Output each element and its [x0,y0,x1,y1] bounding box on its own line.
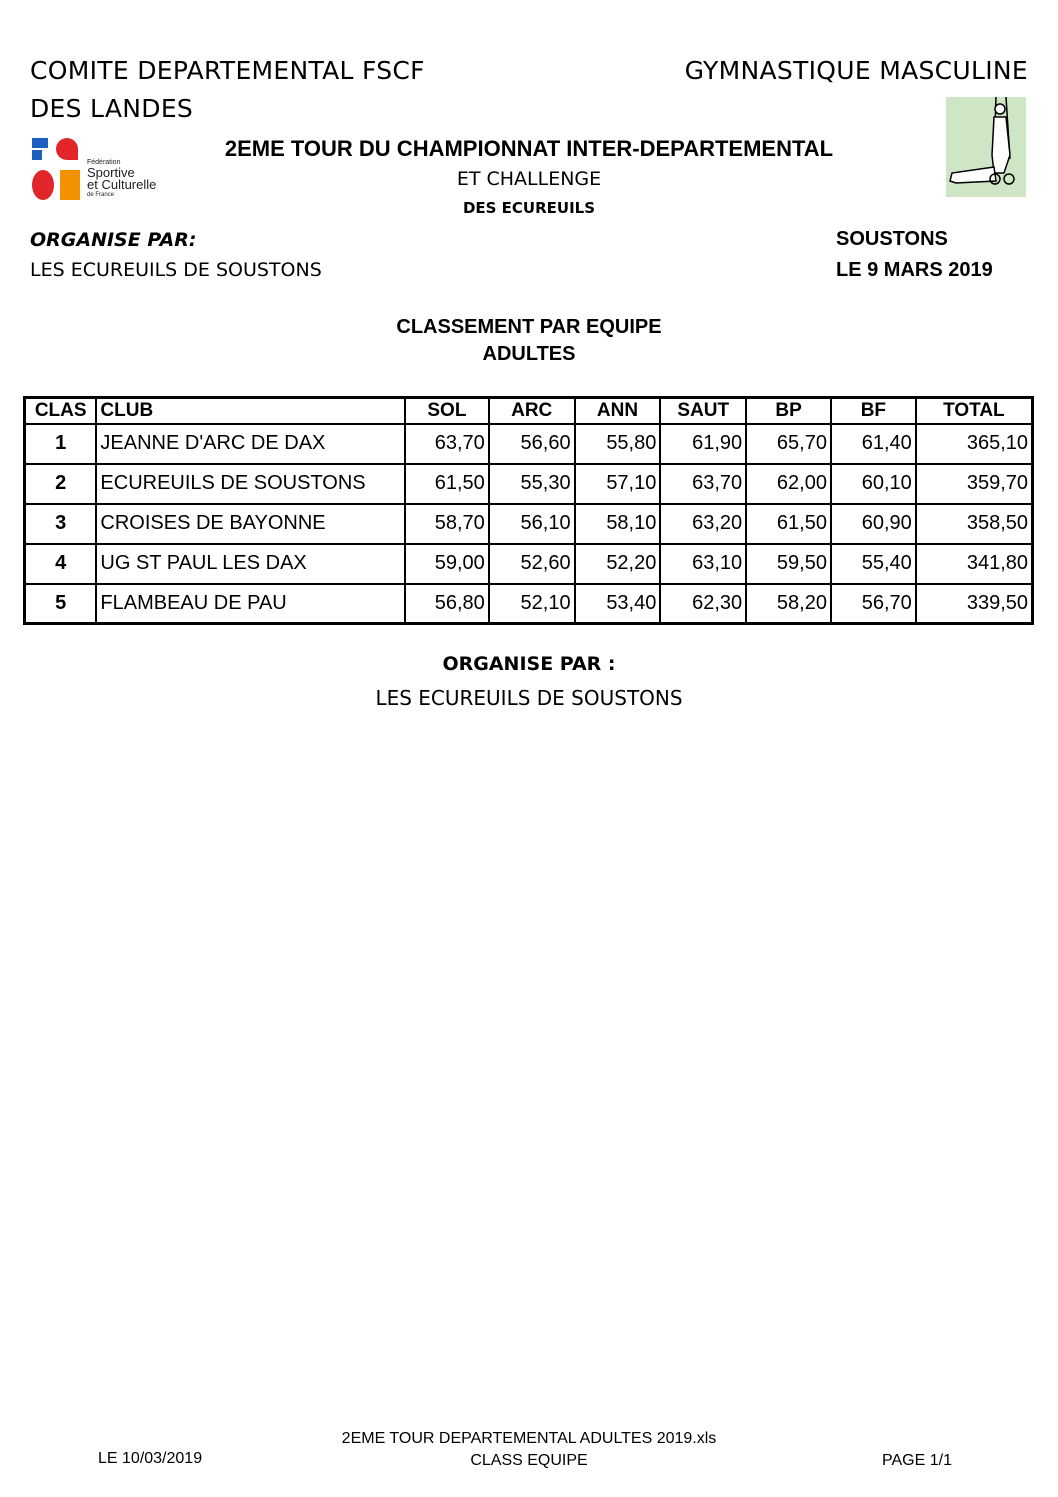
bf-cell: 55,40 [831,544,916,584]
col-header-rank: CLAS [25,398,97,424]
bf-cell: 56,70 [831,584,916,624]
bp-cell: 59,50 [746,544,831,584]
sol-cell: 56,80 [405,584,489,624]
col-header-bp: BP [746,398,831,424]
sol-cell: 63,70 [405,424,489,464]
sol-cell: 58,70 [405,504,489,544]
arc-cell: 52,60 [489,544,575,584]
sol-cell: 59,00 [405,544,489,584]
club-cell: CROISES DE BAYONNE [96,504,405,544]
footer-print-date: LE 10/03/2019 [98,1450,203,1467]
saut-cell: 63,20 [660,504,746,544]
bf-cell: 61,40 [831,424,916,464]
table-row [25,544,1033,584]
bottom-organiser-name: LES ECUREUILS DE SOUSTONS [375,686,683,710]
rank-cell: 2 [25,464,97,504]
table-row [25,464,1033,504]
event-location: SOUSTONS [836,228,948,250]
bp-cell: 62,00 [746,464,831,504]
challenge-subtitle: ET CHALLENGE [456,168,602,190]
bf-cell: 60,90 [831,504,916,544]
table-row [25,504,1033,544]
saut-cell: 62,30 [660,584,746,624]
col-header-arc: ARC [489,398,575,424]
rank-cell: 5 [25,584,97,624]
saut-cell: 61,90 [660,424,746,464]
saut-cell: 63,70 [660,464,746,504]
event-date: LE 9 MARS 2019 [836,259,993,281]
discipline-title: GYMNASTIQUE MASCULINE [684,56,1028,85]
bottom-organiser-label: ORGANISE PAR : [442,653,616,675]
col-header-total: TOTAL [916,398,1033,424]
total-cell: 341,80 [916,544,1033,584]
logo-text-federation: Fédération [87,159,121,166]
col-header-ann: ANN [575,398,661,424]
rank-cell: 3 [25,504,97,544]
club-cell: UG ST PAUL LES DAX [96,544,405,584]
organiser-name: LES ECUREUILS DE SOUSTONS [30,259,322,281]
challenge-name: DES ECUREUILS [462,199,596,217]
committee-subtitle: DES LANDES [30,94,194,123]
total-cell: 358,50 [916,504,1033,544]
rank-cell: 1 [25,424,97,464]
ann-cell: 52,20 [575,544,661,584]
logo-text-sportive: Sportive [87,165,135,180]
arc-cell: 56,60 [489,424,575,464]
table-row [25,424,1033,464]
championship-title: 2EME TOUR DU CHAMPIONNAT INTER-DEPARTEMENTAL [224,136,834,161]
club-cell: JEANNE D'ARC DE DAX [96,424,405,464]
total-cell: 365,10 [916,424,1033,464]
ann-cell: 57,10 [575,464,661,504]
col-header-bf: BF [831,398,916,424]
ann-cell: 55,80 [575,424,661,464]
footer-filename: 2EME TOUR DEPARTEMENTAL ADULTES 2019.xls [341,1430,717,1447]
bf-cell: 60,10 [831,464,916,504]
rank-cell: 4 [25,544,97,584]
section-category: ADULTES [482,343,576,365]
saut-cell: 63,10 [660,544,746,584]
organiser-label: ORGANISE PAR: [30,229,197,251]
logo-text-culturelle: et Culturelle [87,177,157,192]
col-header-sol: SOL [405,398,489,424]
sol-cell: 61,50 [405,464,489,504]
bp-cell: 58,20 [746,584,831,624]
logo-text-france: de France [87,192,115,198]
ann-cell: 58,10 [575,504,661,544]
ann-cell: 53,40 [575,584,661,624]
total-cell: 339,50 [916,584,1033,624]
footer-sheet: CLASS EQUIPE [470,1452,588,1469]
col-header-saut: SAUT [660,398,746,424]
footer-page-number: PAGE 1/1 [882,1452,952,1469]
club-cell: FLAMBEAU DE PAU [96,584,405,624]
total-cell: 359,70 [916,464,1033,504]
table-row [25,584,1033,624]
arc-cell: 55,30 [489,464,575,504]
bp-cell: 61,50 [746,504,831,544]
section-title: CLASSEMENT PAR EQUIPE [396,316,662,338]
col-header-club: CLUB [96,398,405,424]
committee-title: COMITE DEPARTEMENTAL FSCF [30,56,425,85]
arc-cell: 52,10 [489,584,575,624]
table-header-row [25,398,1033,424]
team-ranking-table [23,396,1034,625]
club-cell: ECUREUILS DE SOUSTONS [96,464,405,504]
bp-cell: 65,70 [746,424,831,464]
arc-cell: 56,10 [489,504,575,544]
